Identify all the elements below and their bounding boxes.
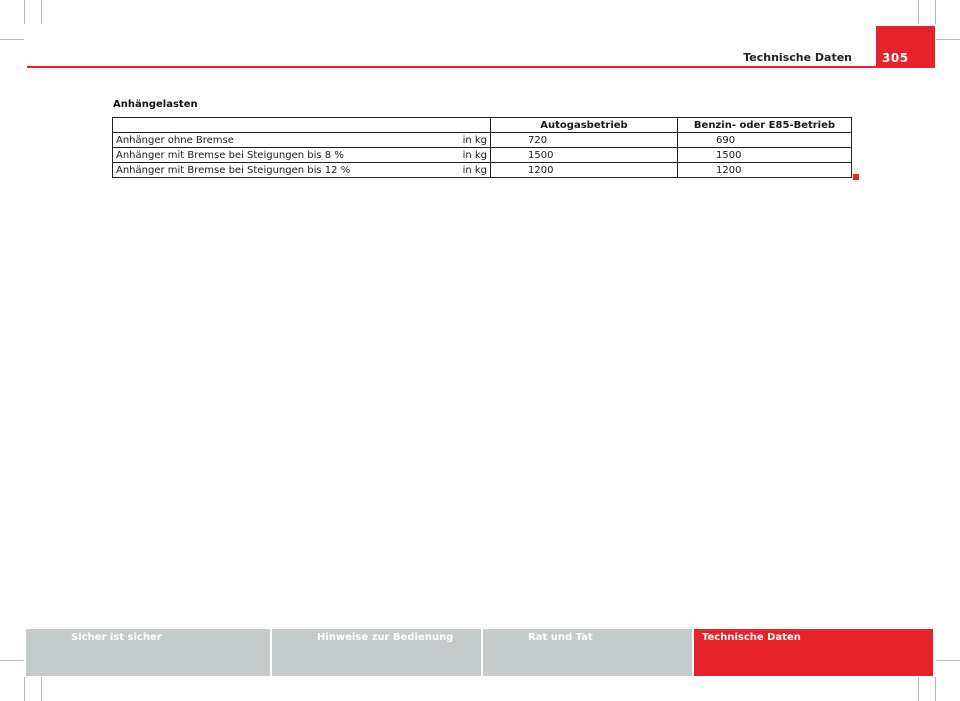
footer-tab-technische-daten[interactable]: Technische Daten <box>694 629 933 676</box>
trailer-load-table <box>112 117 852 178</box>
crop-mark <box>936 660 960 661</box>
footer-tab-rat-und-tat[interactable]: Rat und Tat <box>483 629 692 676</box>
crop-mark <box>41 0 42 24</box>
column-header-autogas: Autogasbetrieb <box>491 118 678 133</box>
crop-mark <box>935 677 936 701</box>
crop-mark <box>24 677 25 701</box>
crop-mark <box>918 0 919 24</box>
footer-chapter-nav <box>26 629 935 676</box>
header-rule <box>27 66 935 68</box>
page-number: 305 <box>882 51 909 65</box>
footer-tab-hinweise-zur-bedienung[interactable]: Hinweise zur Bedienung <box>272 629 481 676</box>
crop-mark <box>936 39 960 40</box>
row-unit: in kg <box>459 163 491 178</box>
autogas-value: 1200 <box>491 163 678 178</box>
crop-mark <box>918 677 919 701</box>
crop-mark <box>0 660 24 661</box>
table-row <box>113 163 852 178</box>
column-header-empty <box>113 118 491 133</box>
section-title: Technische Daten <box>743 51 852 64</box>
crop-mark <box>24 0 25 24</box>
table-row <box>113 133 852 148</box>
section-end-marker <box>853 174 859 180</box>
table-header-row <box>113 118 852 133</box>
crop-mark <box>41 677 42 701</box>
row-label: Anhänger mit Bremse bei Steigungen bis 12 % <box>113 163 460 178</box>
crop-mark <box>0 39 24 40</box>
autogas-value: 1500 <box>491 148 678 163</box>
row-unit: in kg <box>459 148 491 163</box>
footer-tab-sicher-ist-sicher[interactable]: Sicher ist sicher <box>26 629 270 676</box>
benzin-value: 1500 <box>678 148 852 163</box>
benzin-value: 1200 <box>678 163 852 178</box>
row-label: Anhänger ohne Bremse <box>113 133 460 148</box>
row-unit: in kg <box>459 133 491 148</box>
table-row <box>113 148 852 163</box>
autogas-value: 720 <box>491 133 678 148</box>
column-header-benzin: Benzin- oder E85-Betrieb <box>678 118 852 133</box>
crop-mark <box>935 0 936 24</box>
benzin-value: 690 <box>678 133 852 148</box>
row-label: Anhänger mit Bremse bei Steigungen bis 8 % <box>113 148 460 163</box>
table-heading: Anhängelasten <box>113 99 198 110</box>
